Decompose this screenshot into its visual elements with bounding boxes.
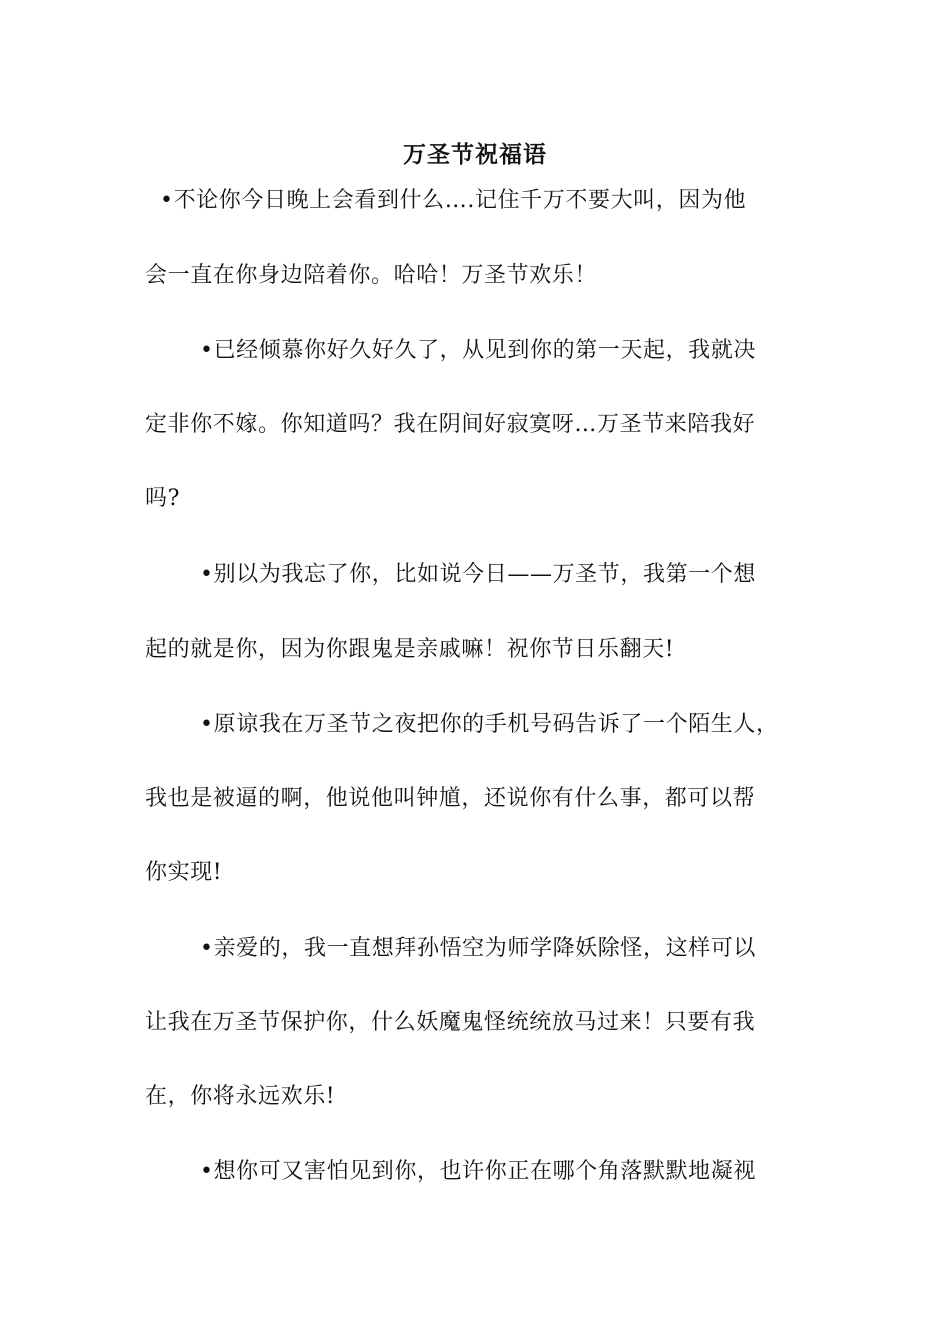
document-title: 万圣节祝福语 — [403, 141, 547, 168]
paragraph-line: •别以为我忘了你，比如说今日——万圣节，我第一个想 — [200, 562, 756, 587]
paragraph-line: •亲爱的，我一直想拜孙悟空为师学降妖除怪，这样可以 — [200, 936, 756, 961]
paragraph-line: 吗? — [145, 486, 180, 511]
paragraph-line: 会一直在你身边陪着你。哈哈！万圣节欢乐！ — [145, 263, 598, 288]
paragraph-line: 让我在万圣节保护你，什么妖魔鬼怪统统放马过来！只要有我 — [145, 1010, 756, 1035]
paragraph-line: 起的就是你，因为你跟鬼是亲戚嘛！祝你节日乐翻天! — [145, 637, 675, 662]
paragraph-line: 我也是被逼的啊，他说他叫钟馗，还说你有什么事，都可以帮 — [145, 786, 756, 811]
paragraph-line: 在，你将永远欢乐! — [145, 1084, 336, 1109]
paragraph-line: •不论你今日晚上会看到什么….记住千万不要大叫，因为他 — [160, 188, 747, 213]
paragraph-line: •想你可又害怕见到你，也许你正在哪个角落默默地凝视 — [200, 1159, 756, 1184]
paragraph-line: 你实现! — [145, 860, 223, 885]
paragraph-line: •原谅我在万圣节之夜把你的手机号码告诉了一个陌生人， — [200, 712, 779, 737]
paragraph-line: •已经倾慕你好久好久了，从见到你的第一天起，我就决 — [200, 338, 756, 363]
paragraph-line: 定非你不嫁。你知道吗？我在阴间好寂寞呀…万圣节来陪我好 — [145, 412, 756, 437]
